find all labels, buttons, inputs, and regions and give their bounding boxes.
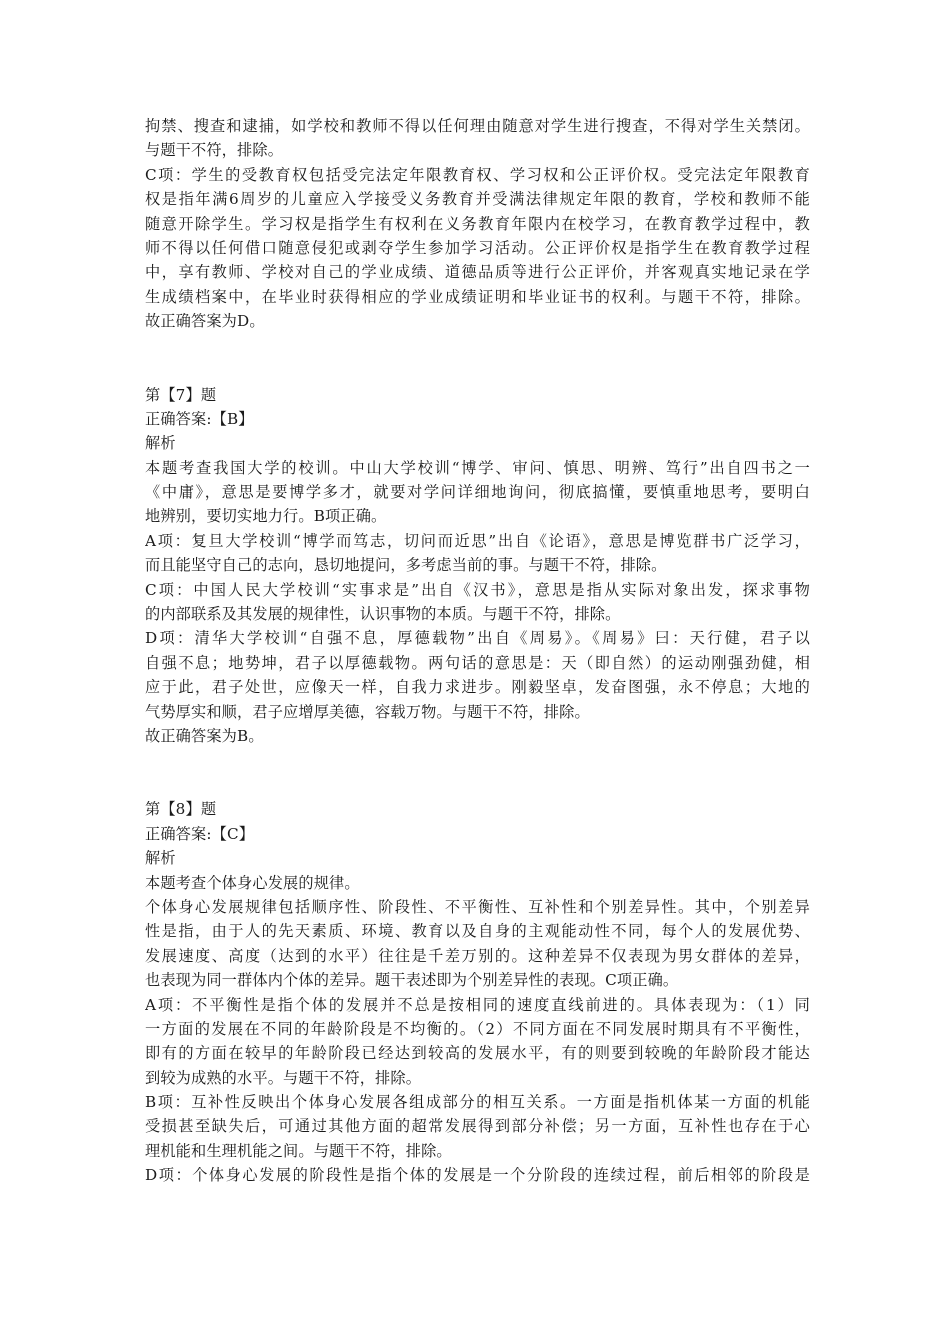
text-line: 应于此，君子处世，应像天一样，自我力求进步。刚毅坚卓，发奋图强，永不停息；大地的 — [145, 678, 810, 697]
question-section — [145, 383, 810, 749]
text-line: A项：复旦大学校训“博学而笃志，切问而近思”出自《论语》，意思是博览群书广泛学习， — [145, 531, 810, 550]
text-line: 本题考查我国大学的校训。中山大学校训“博学、审问、慎思、明辨、笃行”出自四书之一 — [145, 458, 810, 477]
question-section — [145, 797, 810, 1187]
text-line: 发展速度、高度（达到的水平）往往是千差万别的。这种差异不仅表现为男女群体的差异， — [145, 946, 810, 965]
text-line: 与题干不符，排除。 — [145, 141, 284, 160]
text-line: 解析 — [145, 434, 176, 453]
text-line: 正确答案:【B】 — [145, 409, 254, 428]
text-line: 生成绩档案中，在毕业时获得相应的学业成绩证明和毕业证书的权利。与题干不符，排除。 — [145, 287, 810, 306]
text-line: 受损甚至缺失后，可通过其他方面的超常发展得到部分补偿；另一方面，互补性也存在于心 — [145, 1117, 810, 1136]
text-line: 性是指，由于人的先天素质、环境、教育以及自身的主观能动性不同，每个人的发展优势、 — [145, 922, 810, 941]
text-line: 正确答案:【C】 — [145, 824, 255, 843]
text-line: 第【7】题 — [145, 385, 217, 404]
text-line: 权是指年满6周岁的儿童应入学接受义务教育并受满法律规定年限的教育，学校和教师不能 — [145, 190, 810, 209]
text-line: C项：学生的受教育权包括受完法定年限教育权、学习权和公正评价权。受完法定年限教育 — [145, 165, 810, 184]
text-line: 到较为成熟的水平。与题干不符，排除。 — [145, 1068, 422, 1087]
text-line: C项：中国人民大学校训“实事求是”出自《汉书》，意思是指从实际对象出发，探求事物 — [145, 580, 810, 599]
text-line: 《中庸》，意思是要博学多才，就要对学问详细地询问，彻底搞懂，要慎重地思考，要明白 — [145, 483, 810, 502]
text-line: A项：不平衡性是指个体的发展并不总是按相同的速度直线前进的。具体表现为：（1）同 — [145, 995, 810, 1014]
text-line: 第【8】题 — [145, 800, 217, 819]
text-line: B项：互补性反映出个体身心发展各组成部分的相互关系。一方面是指机体某一方面的机能 — [145, 1093, 810, 1112]
text-line: D项：个体身心发展的阶段性是指个体的发展是一个分阶段的连续过程，前后相邻的阶段是 — [145, 1166, 810, 1185]
text-line: 气势厚实和顺，君子应增厚美德，容载万物。与题干不符，排除。 — [145, 702, 590, 721]
text-line: 理机能和生理机能之间。与题干不符，排除。 — [145, 1141, 452, 1160]
section-gap — [145, 748, 810, 797]
text-line: 而且能坚守自己的志向，恳切地提问，多考虑当前的事。与题干不符，排除。 — [145, 556, 667, 575]
text-line: 本题考查个体身心发展的规律。 — [145, 873, 360, 892]
text-line: 个体身心发展规律包括顺序性、阶段性、不平衡性、互补性和个别差异性。其中，个别差异 — [145, 897, 810, 916]
text-line: 拘禁、搜查和逮捕，如学校和教师不得以任何理由随意对学生进行搜查，不得对学生关禁闭。 — [145, 117, 810, 135]
text-line: 故正确答案为D。 — [145, 312, 265, 331]
text-line: D项：清华大学校训“自强不息，厚德载物”出自《周易》。《周易》曰：天行健，君子以 — [145, 629, 810, 648]
text-line: 解析 — [145, 849, 176, 868]
text-line: 师不得以任何借口随意侵犯或剥夺学生参加学习活动。公正评价权是指学生在教育教学过程 — [145, 238, 810, 257]
text-line: 即有的方面在较早的年龄阶段已经达到较高的发展水平，有的则要到较晚的年龄阶段才能达 — [145, 1044, 810, 1063]
text-line: 故正确答案为B。 — [145, 726, 264, 745]
text-line: 中，享有教师、学校对自己的学业成绩、道德品质等进行公正评价，并客观真实地记录在学 — [145, 263, 810, 282]
text-line: 也表现为同一群体内个体的差异。题干表述即为个别差异性的表现。C项正确。 — [145, 971, 679, 990]
text-line: 地辨别，要切实地力行。B项正确。 — [145, 507, 387, 526]
text-line: 随意开除学生。学习权是指学生有权利在义务教育年限内在校学习，在教育教学过程中，教 — [145, 214, 810, 233]
question-section — [145, 114, 810, 334]
text-line: 自强不息；地势坤，君子以厚德载物。两句话的意思是：天（即自然）的运动刚强劲健，相 — [145, 653, 810, 672]
text-line: 一方面的发展在不同的年龄阶段是不均衡的。（2）不同方面在不同发展时期具有不平衡性， — [145, 1019, 810, 1038]
section-gap — [145, 334, 810, 383]
document-page — [145, 114, 810, 1188]
text-line: 的内部联系及其发展的规律性，认识事物的本质。与题干不符，排除。 — [145, 605, 621, 624]
